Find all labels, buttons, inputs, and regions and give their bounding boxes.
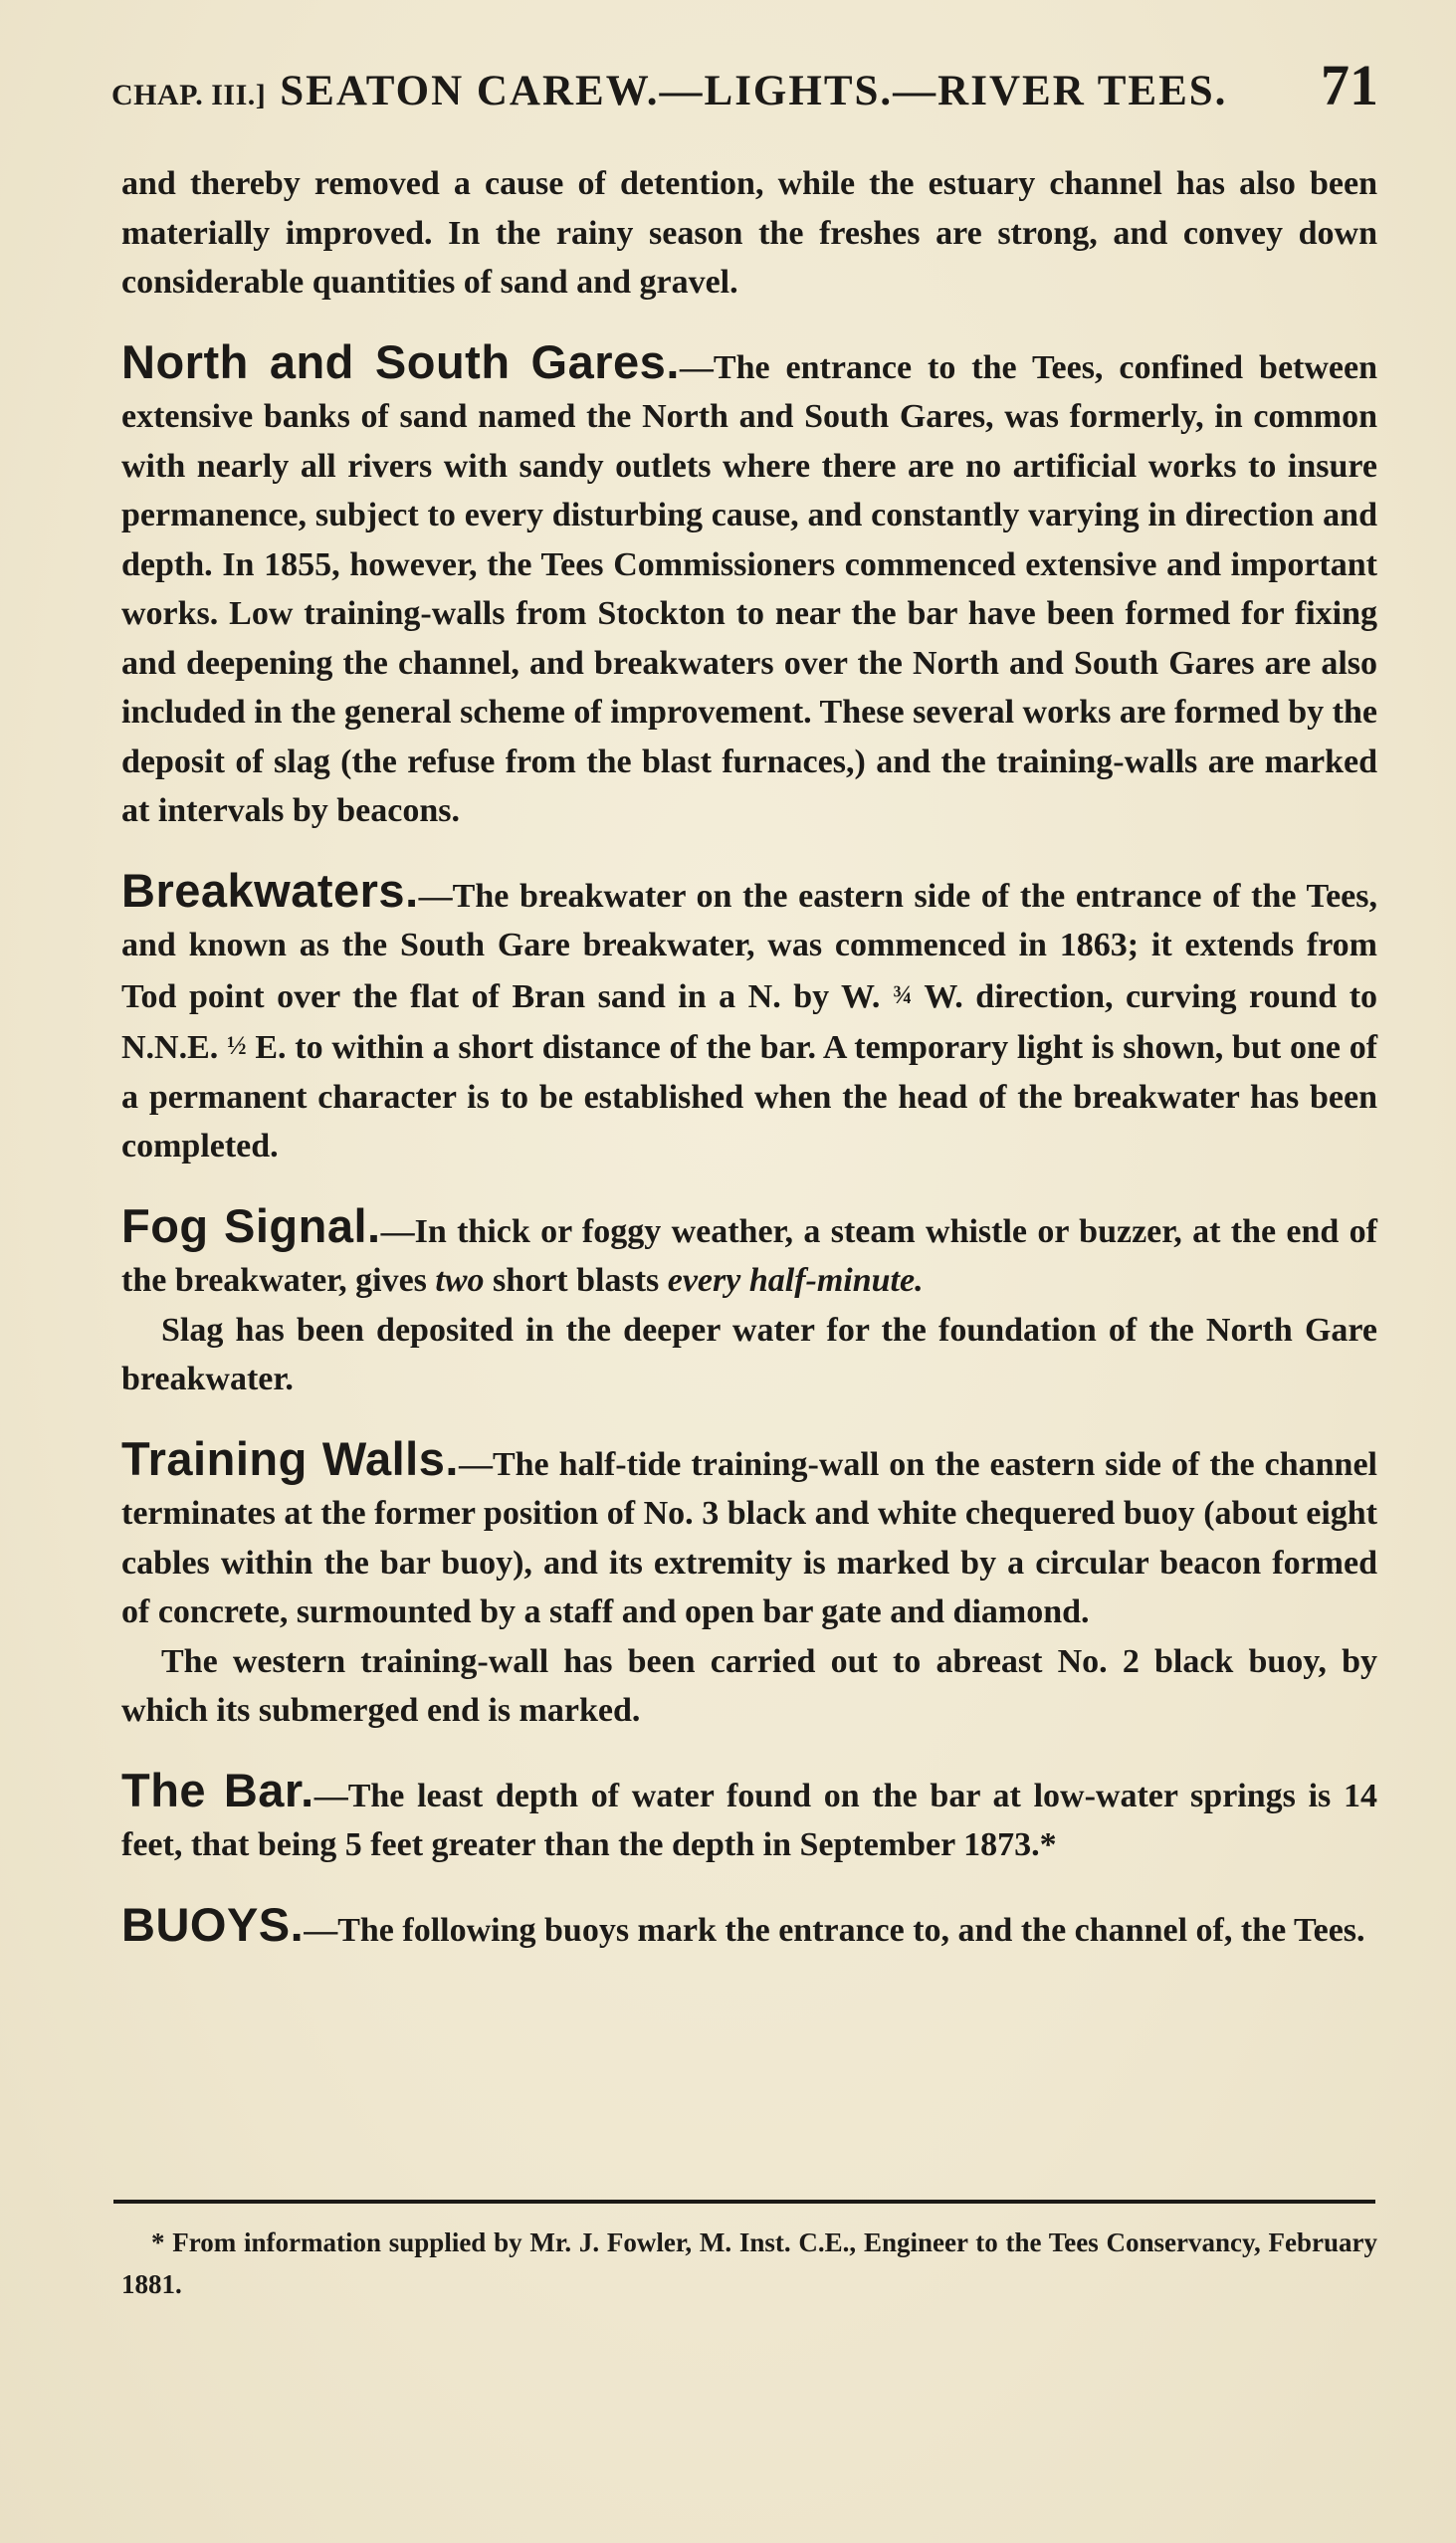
emphasis: every half-minute. (667, 1262, 924, 1299)
section-training-walls: Training Walls.—The half-tide training-wall on the eastern side of the channel terminates at the former position of No. 3 black and white chequered buoy (about eight cables within the bar buoy), and its extremity is marked by a circular beacon formed of concrete, surmounted by a staff and open bar gate and diamond. The western training-wall has been carried out to abreast No. 2 black buoy, by which its submerged end is marked. (121, 1434, 1377, 1736)
section-heading: BUOYS. (121, 1897, 305, 1951)
chapter-label: CHAP. III.] (111, 79, 267, 111)
running-header (111, 52, 1378, 131)
section-text: W. direction, curving round to N.N.E. (121, 977, 1378, 1066)
page-body (121, 159, 1377, 1955)
section-breakwaters: Breakwaters.—The breakwater on the eastern side of the entrance of the Tees, and known as the South Gare breakwater, was commenced in 1863; it extends from Tod point over the flat of Bran sand in a N. by W. ¾ W. direction, curving round to N.N.E. ½ E. to within a short distance of the bar. A temporary light is shown, but one of a permanent character is to be established when the head of the breakwater has been completed. (121, 863, 1378, 1165)
running-title: SEATON CAREW.—LIGHTS.—RIVER TEES. (280, 68, 1228, 114)
footnote (121, 2222, 1377, 2305)
section-heading: Fog Signal. (121, 1198, 381, 1252)
section-text: The entrance to the Tees, confined between extensive banks of sand named the North and South Gares, was formerly, in common with nearly all rivers with sandy outlets where there are no artificial works to insure permanence, subject to every disturbing cause, and constantly varying in direction and depth. In 1855, however, the Tees Commissioners commenced extensive and important works. Low training-walls from Stockton to near the bar have been formed for fixing and deepening the channel, and breakwaters over the North and South Gares are also included in the general scheme of improvement. These several works are formed by the deposit of slag (the refuse from the blast furnaces,) and the training-walls are marked at intervals by beacons. (121, 348, 1377, 829)
section-text: The breakwater on the eastern side of the entrance of the Tees, and known as the South Gare breakwater, was commenced in 1863; it extends from Tod point over the flat of Bran sand in a N. by W. (121, 877, 1377, 1015)
section-text: The following buoys mark the entrance to, and the channel of, the Tees. (337, 1911, 1365, 1949)
section-buoys: BUOYS.—The following buoys mark the entrance to, and the channel of, the Tees. (121, 1897, 1365, 1951)
section-text: The least depth of water found on the bar at low-water springs is 14 feet, that being 5 feet greater than the depth in September 1873.* (121, 1777, 1378, 1863)
page-number: 71 (1321, 53, 1378, 117)
section-text: E. to within a short distance of the bar. A temporary light is shown, but one of a permanent character is to be established when the head of the breakwater has been completed. (121, 1029, 1378, 1165)
opening-paragraph: and thereby removed a cause of detention, while the estuary channel has also been materially improved. In the rainy season the freshes are strong, and convey down considerable quantities of sand and gravel. (121, 165, 1377, 301)
section-paragraph: The western training-wall has been carried out to abreast No. 2 black buoy, by which its submerged end is marked. (121, 1642, 1377, 1729)
section-heading: North and South Gares. (121, 334, 680, 388)
footnote-text: * From information supplied by Mr. J. Fowler, M. Inst. C.E., Engineer to the Tees Conservancy, February 1881. (121, 2227, 1377, 2299)
fraction: ½ (227, 1031, 247, 1060)
emphasis: two (435, 1262, 485, 1299)
section-gares: North and South Gares.—The entrance to the Tees, confined between extensive banks of sand named the North and South Gares, was formerly, in common with nearly all rivers with sandy outlets where there are no artificial works to insure permanence, subject to every disturbing cause, and constantly varying in direction and depth. In 1855, however, the Tees Commissioners commenced extensive and important works. Low training-walls from Stockton to near the bar have been formed for fixing and deepening the channel, and breakwaters over the North and South Gares are also included in the general scheme of improvement. These several works are formed by the deposit of slag (the refuse from the blast furnaces,) and the training-walls are marked at intervals by beacons. (121, 334, 1377, 829)
section-paragraph: Slag has been deposited in the deeper water for the foundation of the North Gare breakwater. (121, 1311, 1377, 1397)
section-bar: The Bar.—The least depth of water found on the bar at low-water springs is 14 feet, that being 5 feet greater than the depth in September 1873.* (121, 1763, 1378, 1863)
section-heading: Breakwaters. (121, 863, 419, 917)
section-text: The half-tide training-wall on the eastern side of the channel terminates at the former position of No. 3 black and white chequered buoy (about eight cables within the bar buoy), and its extremity is marked by a circular beacon formed of concrete, surmounted by a staff and open bar gate and diamond. (121, 1445, 1378, 1630)
fraction: ¾ (892, 979, 913, 1009)
footnote-rule (113, 2200, 1375, 2204)
section-text: short blasts (493, 1262, 660, 1299)
section-fog-signal: Fog Signal.—In thick or foggy weather, a steam whistle or buzzer, at the end of the breakwater, gives two short blasts every half-minute. Slag has been deposited in the deeper water for the foundation of the North Gare breakwater. (121, 1201, 1377, 1404)
section-heading: Training Walls. (121, 1431, 459, 1485)
section-heading: The Bar. (121, 1763, 314, 1816)
section-text: In thick or foggy weather, a steam whistle or buzzer, at the end of the breakwater, gives (121, 1212, 1377, 1299)
